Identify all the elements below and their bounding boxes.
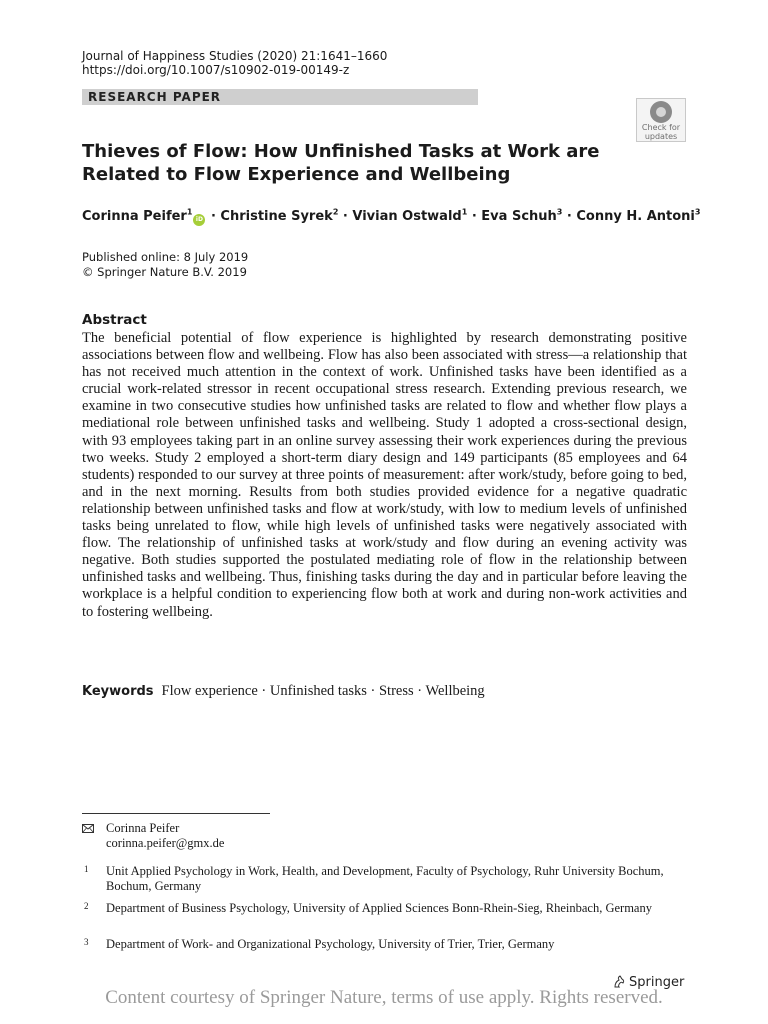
copyright-notice: © Springer Nature B.V. 2019 (82, 265, 247, 279)
affiliation-text: Department of Work- and Organizational Psychology, University of Trier, Trier, Germany (106, 937, 555, 951)
author-separator: · (467, 209, 482, 224)
paper-title: Thieves of Flow: How Unfinished Tasks at Work are Related to Flow Experience and Wellbeing (82, 141, 600, 185)
springer-wordmark: Springer (629, 975, 685, 990)
check-updates-line2: updates (644, 132, 678, 141)
keywords (82, 682, 485, 701)
author-name: Vivian Ostwald (352, 209, 462, 224)
author-separator: · (206, 209, 221, 224)
affiliation-number: 2 (84, 901, 89, 911)
abstract-heading: Abstract (82, 312, 147, 328)
affiliation-text: Unit Applied Psychology in Work, Health, and Development, Faculty of Psychology, Ruhr University Bochum, Bochum, Germany (106, 864, 664, 893)
journal-citation: Journal of Happiness Studies (2020) 21:1641–1660 (82, 49, 388, 63)
keywords-label: Keywords (82, 684, 154, 699)
author-name: Christine Syrek (220, 209, 333, 224)
courtesy-watermark: Content courtesy of Springer Nature, terms of use apply. Rights reserved. (105, 987, 663, 1008)
corresponding-author-email[interactable]: corinna.peifer@gmx.de (106, 836, 225, 850)
check-for-updates-badge[interactable] (636, 98, 686, 142)
corresponding-author-name: Corinna Peifer (106, 821, 180, 835)
affiliation-text: Department of Business Psychology, University of Applied Sciences Bonn-Rhein-Sieg, Rheinbach, Germany (106, 901, 652, 915)
author-affil-marker: 3 (556, 207, 563, 217)
orcid-icon[interactable]: iD (193, 214, 205, 226)
author-separator: · (562, 209, 577, 224)
author-affil-marker: 2 (332, 207, 339, 217)
keywords-list: Flow experience · Unfinished tasks · Stress · Wellbeing (161, 683, 485, 699)
doi-link[interactable]: https://doi.org/10.1007/s10902-019-00149-z (82, 63, 350, 77)
author-name: Conny H. Antoni (576, 209, 695, 224)
author-affil-marker: 1 (461, 207, 468, 217)
author-list (82, 208, 700, 226)
author-affil-marker: 1 (186, 207, 193, 217)
author-name: Eva Schuh (481, 209, 557, 224)
envelope-icon (82, 824, 94, 833)
author-separator: · (338, 209, 353, 224)
affiliation-number: 3 (84, 937, 89, 947)
author-name: Corinna Peifer (82, 209, 187, 224)
abstract-text: The beneficial potential of flow experience is highlighted by research demonstrating positive associations between flow and wellbeing. Flow has also been associated with stress—a relationship that has not received much attention in the context of work. Unfinished tasks have been identified as a crucial work-related stressor in recent occupational stress research. Extending previous research, we examine in two consecutive studies how unfinished tasks are related to flow and whether flow plays a mediational role between unfinished tasks and wellbeing. Study 1 adopted a cross-sectional design, with 93 employees taking part in an online survey assessing their work experiences during the previous two weeks. Study 2 employed a short-term diary design and 149 participants (85 employees and 64 students) responded to our survey at three points of measurement: after work/study, before going to bed, and in the next morning. Results from both studies provided evidence for a negative quadratic relationship between unfinished tasks and flow at work/study, with low to medium levels of unfinished tasks being unrelated to flow, while high levels of unfinished tasks were negatively associated with flow. The relationship of unfinished tasks at work/study and flow during an evening activity was negative. Both studies supported the postulated mediating role of flow in the relationship between unfinished tasks and wellbeing. Thus, finishing tasks during the day and in particular before leaving the workplace is a helpful condition to experiencing flow both at work and during non-work activities and to fostering wellbeing. (82, 330, 687, 620)
check-updates-icon (650, 101, 672, 123)
section-label: RESEARCH PAPER (88, 90, 222, 104)
published-date: Published online: 8 July 2019 (82, 250, 249, 264)
footnote-divider (82, 813, 270, 814)
affiliation-number: 1 (84, 864, 89, 874)
check-updates-line1: Check for (641, 123, 681, 132)
author-affil-marker: 3 (694, 207, 701, 217)
